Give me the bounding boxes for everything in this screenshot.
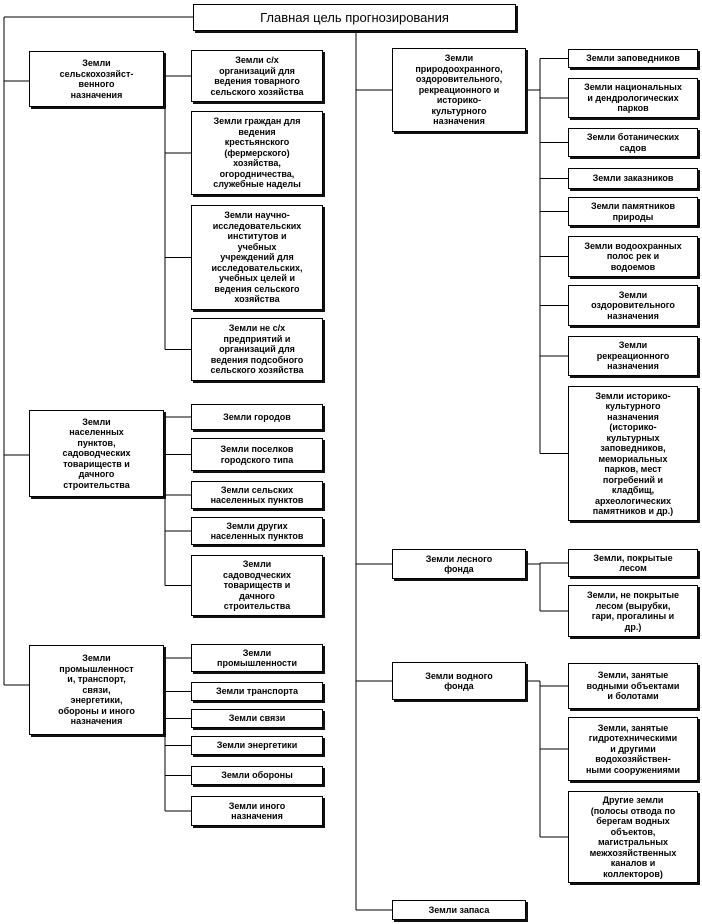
subcategory-box: Земли, покрытые лесом [568,549,698,577]
subcategory-box: Земли научно- исследовательских институтов и учебных учреждений для исследовательских, учебных целей и ведения сельского хозяйства [191,205,323,310]
subcategory-box: Другие земли (полосы отвода по берегам водных объектов, магистральных межхозяйственных каналов и коллекторов) [568,791,698,883]
subcategory-box: Земли, занятые гидротехническими и другими водохозяйствен- ными сооружениями [568,717,698,781]
subcategory-box: Земли поселков городского типа [191,438,323,471]
subcategory-box: Земли обороны [191,766,323,785]
subcategory-box: Земли иного назначения [191,796,323,826]
subcategory-box: Земли связи [191,709,323,728]
category-agricultural-land: Земли сельскохозяйст- венного назначения [29,51,164,107]
subcategory-box: Земли граждан для ведения крестьянского (фермерского) хозяйства, огородничества, служебные наделы [191,111,323,195]
subcategory-box: Земли садоводческих товариществ и дачного строительства [191,555,323,616]
subcategory-box: Земли транспорта [191,682,323,701]
subcategory-box: Земли, занятые водными объектами и болотами [568,663,698,709]
subcategory-box: Земли с/х организаций для ведения товарного сельского хозяйства [191,50,323,102]
subcategory-box: Земли историко- культурного назначения (историко- культурных заповедников, мемориальных парков, мест погребений и кладбищ, археологических памятников и др.) [568,386,698,521]
main-goal-box: Главная цель прогнозирования [193,4,516,31]
category-settlement-land: Земли населенных пунктов, садоводческих товариществ и дачного строительства [29,410,164,497]
subcategory-box: Земли рекреационного назначения [568,336,698,376]
subcategory-box: Земли памятников природы [568,197,698,226]
subcategory-box: Земли сельских населенных пунктов [191,481,323,509]
subcategory-box: Земли водоохранных полос рек и водоемов [568,236,698,277]
subcategory-box: Земли городов [191,404,323,430]
category-industry-land: Земли промышленност и, транспорт, связи, энергетики, обороны и иного назначения [29,645,164,735]
subcategory-box: Земли оздоровительного назначения [568,285,698,326]
subcategory-box: Земли энергетики [191,736,323,755]
category-reserve-land: Земли запаса [392,900,526,920]
subcategory-box: Земли национальных и дендрологических парков [568,78,698,118]
category-forest-land: Земли лесного фонда [392,549,526,579]
subcategory-box: Земли, не покрытые лесом (вырубки, гари, прогалины и др.) [568,585,698,637]
subcategory-box: Земли не с/х предприятий и организаций для ведения подсобного сельского хозяйства [191,318,323,381]
subcategory-box: Земли других населенных пунктов [191,517,323,545]
subcategory-box: Земли заказников [568,168,698,189]
subcategory-box: Земли ботанических садов [568,128,698,157]
category-protected-land: Земли природоохранного, оздоровительного, рекреационного и историко- культурного назначения [392,48,526,132]
subcategory-box: Земли заповедников [568,49,698,68]
category-water-land: Земли водного фонда [392,662,526,700]
subcategory-box: Земли промышленности [191,644,323,672]
